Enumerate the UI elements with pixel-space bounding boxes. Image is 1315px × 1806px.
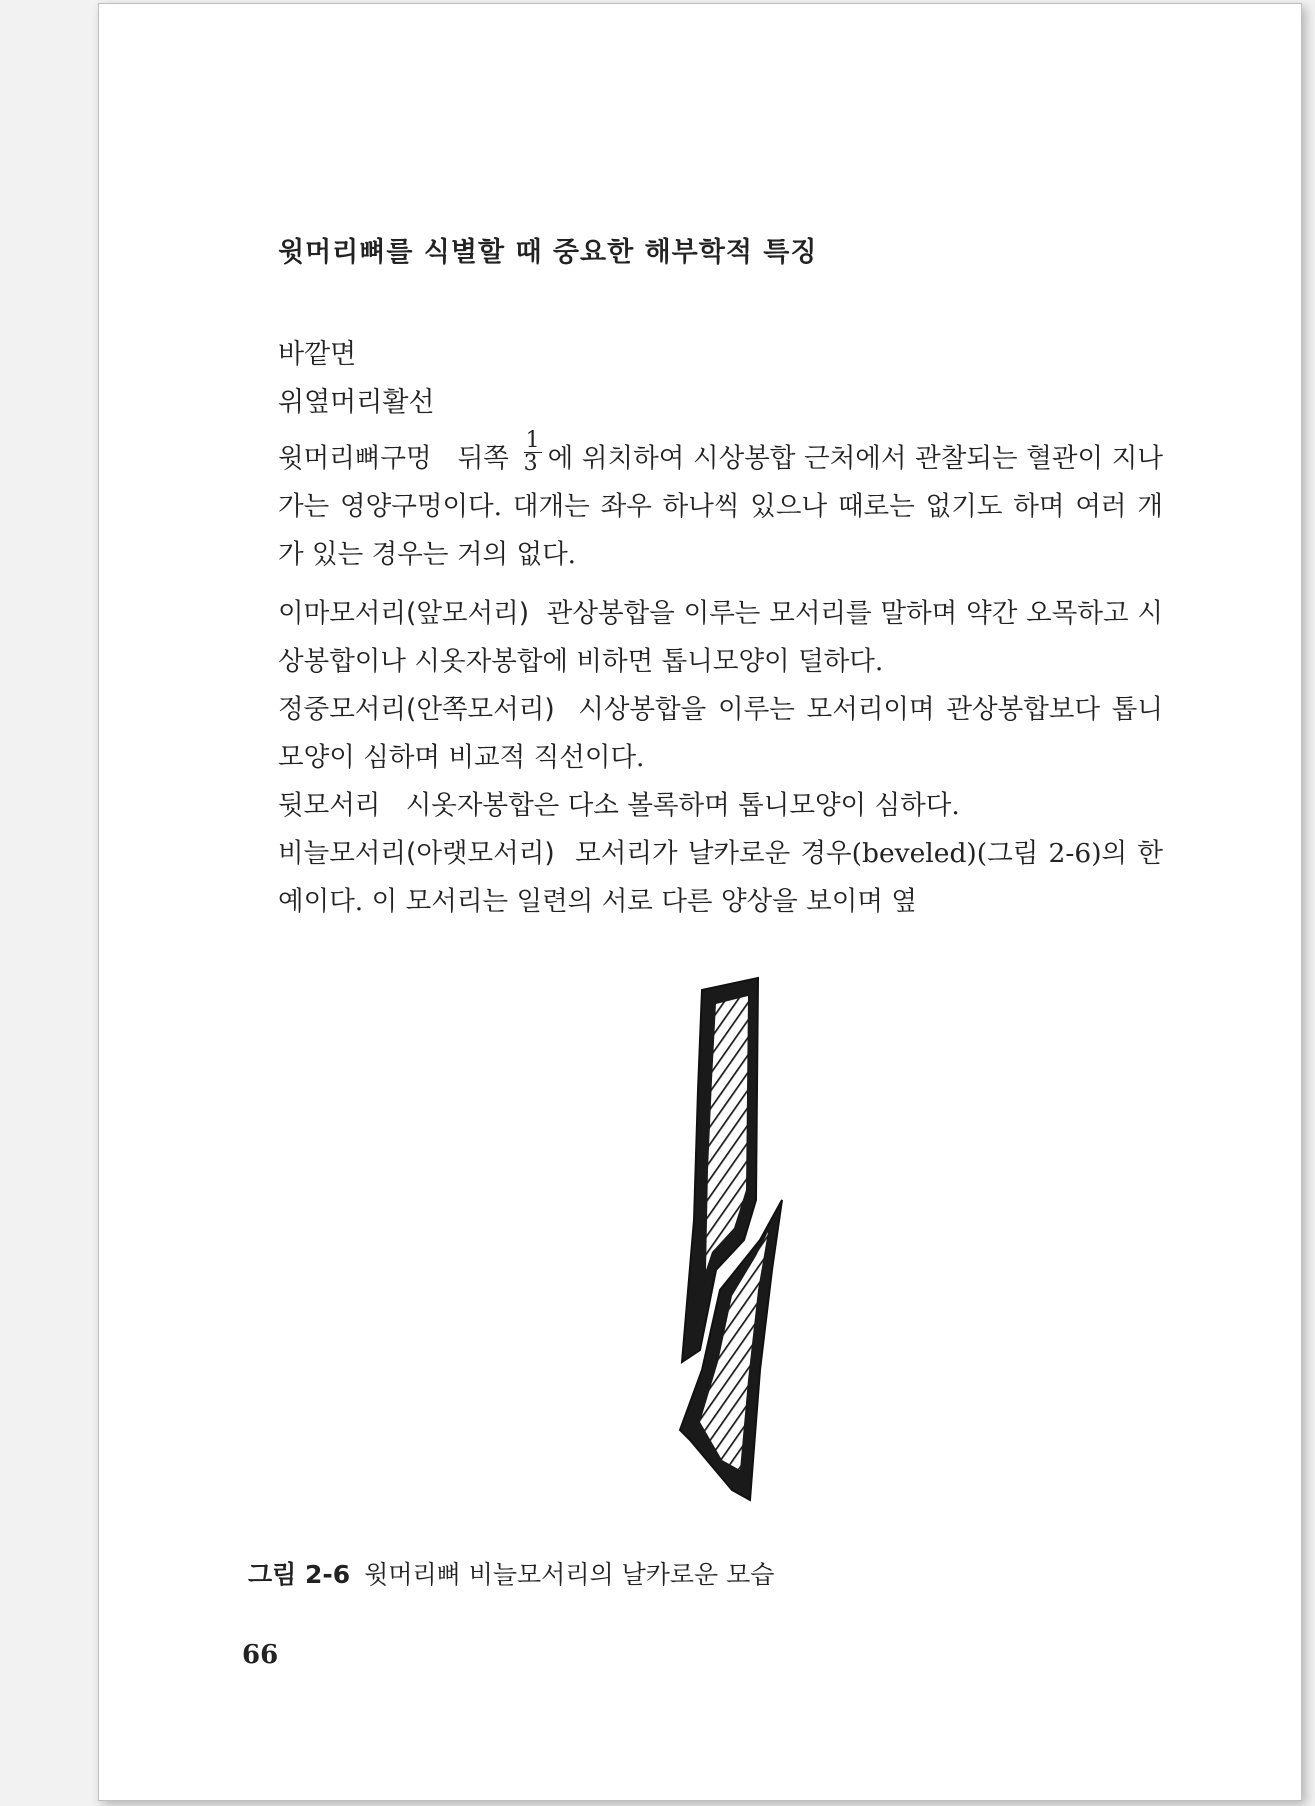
figure-caption (248, 1555, 774, 1591)
term-squamosal-border: 비늘모서리(아랫모서리) (278, 838, 555, 869)
fraction-numerator: 1 (525, 427, 540, 453)
page-number: 66 (242, 1640, 279, 1670)
paragraph-parietal-foramen (278, 427, 1163, 579)
fraction-denominator: 3 (523, 450, 538, 476)
subsection-label-outer-surface: 바깥면 (278, 339, 357, 370)
occipital-border-text: 시옷자봉합은 다소 볼록하며 톱니모양이 심하다. (405, 790, 960, 821)
paragraph-occipital-border (278, 782, 1163, 830)
foramen-text: 에 위치하여 시상봉합 근처에서 관찰되는 혈관이 지나가는 영양구멍이다. 대개는 좌우 하나씩 있으나 때로는 없기도 하며 여러 개가 있는 경우는 거의 없다. (278, 443, 1163, 570)
figure-caption-text: 윗머리뼈 비늘모서리의 날카로운 모습 (364, 1560, 775, 1589)
subsection-label-temporal-line: 위옆머리활선 (278, 387, 435, 418)
foramen-pre-text: 뒤쪽 (457, 443, 509, 474)
paragraph-frontal-border (278, 590, 1163, 686)
paragraph-squamosal-border (278, 830, 1163, 926)
term-occipital-border: 뒷모서리 (278, 790, 381, 821)
section-heading: 윗머리뼈를 식별할 때 중요한 해부학적 특징 (278, 237, 818, 268)
sagittal-border-text: 시상봉합을 이루는 모서리이며 관상봉합보다 톱니모양이 심하며 비교적 직선이다. (278, 694, 1163, 773)
term-sagittal-border: 정중모서리(안쪽모서리) (278, 694, 555, 725)
term-parietal-foramen: 윗머리뼈구멍 (278, 443, 432, 474)
paragraph-sagittal-border (278, 686, 1163, 782)
figure-number: 그림 2-6 (248, 1560, 351, 1589)
squamosal-border-text: 모서리가 날카로운 경우(beveled)(그림 2-6)의 한 예이다. 이 모서리는 일련의 서로 다른 양상을 보이며 옆 (278, 838, 1163, 917)
term-frontal-border: 이마모서리(앞모서리) (278, 598, 530, 629)
fraction (523, 427, 542, 476)
beveled-squamosal-border-illustration (660, 970, 800, 1520)
frontal-border-text: 관상봉합을 이루는 모서리를 말하며 약간 오목하고 시상봉합이나 시옷자봉합에 비하면 톱니모양이 덜하다. (278, 598, 1163, 677)
